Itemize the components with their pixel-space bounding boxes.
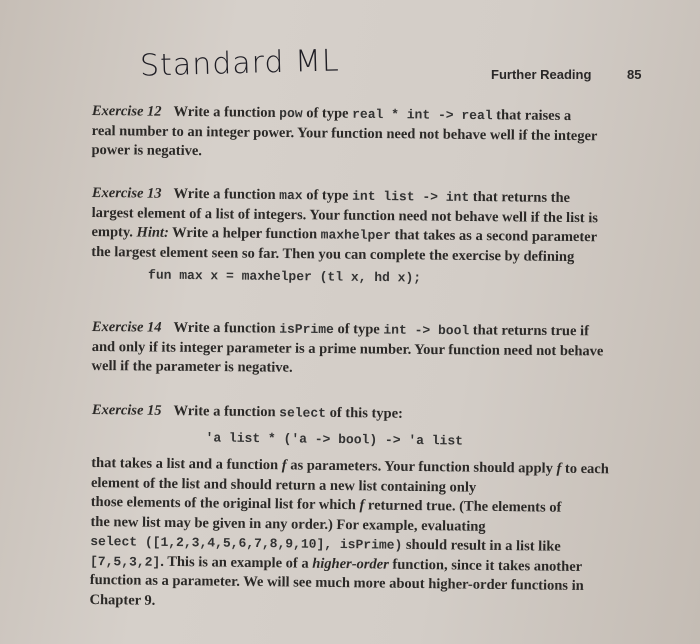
code-example: fun max x = maxhelper (tl x, hd x); (147, 267, 422, 286)
exercise-line: and only if its integer parameter is a prime number. Your function need not behave (91, 338, 604, 359)
exercise-line: the new list may be given in any order.) For example, evaluating (90, 513, 486, 535)
exercise-line: that takes a list and a function f as parameters. Your function should apply f to each (91, 454, 609, 478)
exercise-line: power is negative. (91, 141, 203, 160)
running-header: Further Reading (491, 67, 592, 82)
exercise-line: Exercise 14 Write a function isPrime of type int -> bool that returns true if (91, 318, 590, 340)
exercise-13 (91, 184, 662, 290)
exercise-line: Exercise 15 Write a function select of this type: (91, 401, 404, 422)
type-signature: 'a list * ('a -> bool) -> 'a list (205, 429, 464, 449)
exercise-line: well if the parameter is negative. (91, 357, 293, 376)
exercise-line: select ([1,2,3,4,5,6,7,8,9,10], isPrime) should result in a list like (90, 533, 561, 555)
exercise-line: [7,5,3,2]. This is an example of a higher-order function, since it takes another (89, 553, 583, 575)
exercise-line: Exercise 13 Write a function max of type int list -> int that returns the (91, 184, 571, 207)
exercise-line: the largest element seen so far. Then you can complete the exercise by defining (91, 243, 575, 265)
exercise-label: Exercise 13 (91, 184, 162, 202)
exercise-line: real number to an integer power. Your function need not behave well if the integer (91, 122, 598, 144)
exercise-line: empty. Hint: Write a helper function maxhelper that takes as a second parameter (91, 223, 598, 246)
exercise-line: those elements of the original list for which f returned true. (The elements of (90, 493, 562, 516)
exercise-15 (89, 401, 662, 617)
exercise-line: largest element of a list of integers. Your function need not behave well if the list is (91, 204, 598, 226)
exercise-label: Exercise 15 (91, 401, 162, 419)
exercise-line: Exercise 12 Write a function pow of type real * int -> real that raises a (91, 102, 572, 125)
exercise-line: function as a parameter. We will see much more about higher-order functions in (89, 571, 584, 595)
page-number: 85 (627, 67, 642, 82)
exercise-line: Chapter 9. (89, 591, 156, 609)
hint-label: Hint: (136, 224, 169, 241)
exercise-14 (91, 318, 661, 381)
exercise-12 (91, 102, 662, 166)
exercise-label: Exercise 14 (91, 318, 162, 336)
exercise-line: element of the list and should return a new list containing only (90, 474, 477, 496)
handwritten-note: Standard ML (139, 43, 341, 84)
exercise-label: Exercise 12 (91, 102, 162, 120)
